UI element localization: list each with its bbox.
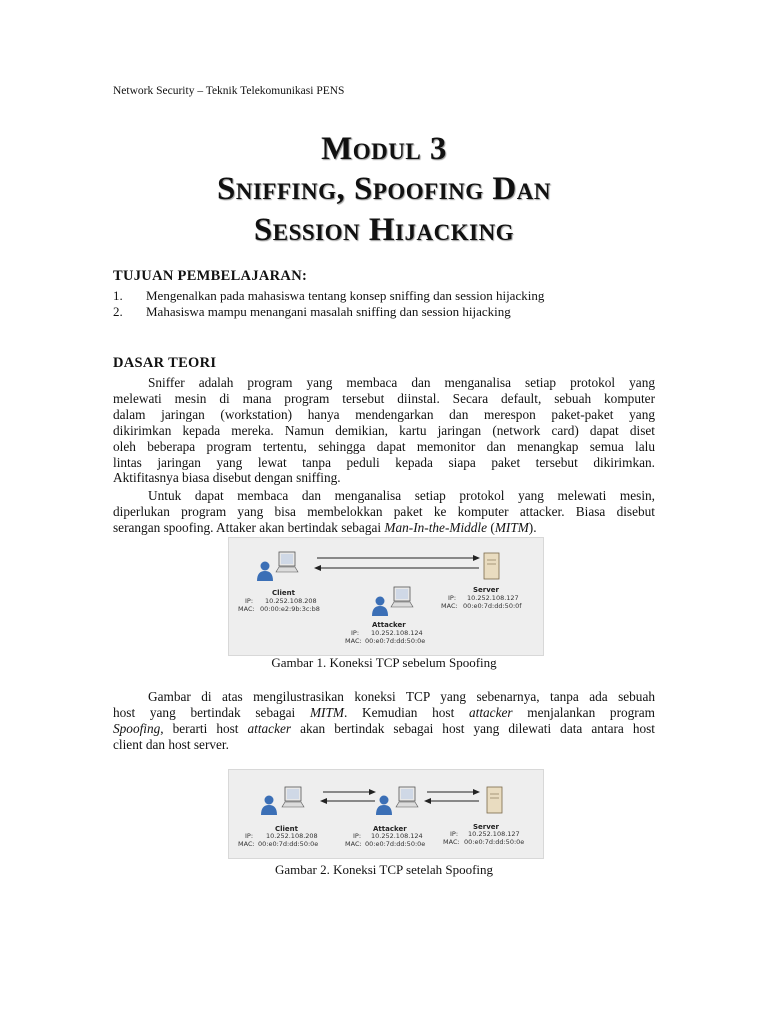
- figure2-caption: Gambar 2. Koneksi TCP setelah Spoofing: [274, 862, 494, 877]
- theory-paragraph-1: [113, 375, 655, 486]
- server-icon: [484, 553, 499, 579]
- list-number: 2.: [113, 304, 123, 319]
- server-ip: 10.252.108.127: [468, 830, 520, 838]
- user-icon: [376, 796, 392, 816]
- topic-title-line2: Session Hijacking: [253, 212, 515, 248]
- text-line: Sniffer adalah program yang membaca dan menganalisa setiap protokol yang: [148, 375, 655, 390]
- arrow-head-icon: [473, 555, 480, 561]
- text-run: (: [487, 519, 495, 535]
- theory-paragraph-2: [113, 488, 655, 536]
- text-line: melewati mesin di mana program tersebut diinstal. Secara default, sebuah komputer: [113, 390, 655, 406]
- theory-heading: DASAR TEORI: [113, 355, 217, 371]
- attacker-mac-label: MAC:: [345, 840, 362, 848]
- attacker-ip: 10.252.108.124: [371, 629, 423, 637]
- user-icon: [257, 562, 273, 582]
- computer-icon: [391, 587, 413, 607]
- server-name: Server: [473, 823, 500, 831]
- client-ip: 10.252.108.208: [265, 597, 317, 605]
- client-name: Client: [275, 825, 299, 833]
- topic-title-line1: Sniffing, Spoofing Dan: [217, 171, 551, 207]
- client-mac: 00:e0:7d:dd:50:0e: [258, 840, 319, 848]
- server-ip-label: IP:: [450, 830, 459, 838]
- text-line: Aktifitasnya biasa disebut dengan sniffing.: [113, 470, 341, 486]
- computer-icon: [276, 552, 298, 572]
- text-run: , berarti host: [160, 720, 248, 736]
- attacker-ip-label: IP:: [351, 629, 360, 637]
- attacker-mac: 00:e0:7d:dd:50:0e: [365, 840, 426, 848]
- computer-icon: [282, 787, 304, 807]
- client-name: Client: [272, 589, 296, 597]
- client-mac-label: MAC:: [238, 605, 255, 613]
- arrow-head-icon: [369, 789, 376, 795]
- text-line: [113, 520, 655, 536]
- objectives-list: [113, 288, 673, 320]
- arrow-head-icon: [314, 565, 321, 571]
- attacker-mac-label: MAC:: [345, 637, 362, 645]
- text-run: akan bertindak sebagai host yang dilewati data antara host: [291, 720, 655, 736]
- client-mac-label: MAC:: [238, 840, 255, 848]
- list-item: [113, 288, 673, 304]
- attacker-ip: 10.252.108.124: [371, 832, 423, 840]
- attacker-ip-label: IP:: [353, 832, 362, 840]
- text-run-italic: attacker: [247, 720, 292, 736]
- list-number: 1.: [113, 288, 123, 303]
- server-name: Server: [473, 586, 500, 594]
- text-line: Untuk dapat membaca dan menganalisa setiap protokol yang melewati mesin,: [148, 488, 655, 503]
- client-ip-label: IP:: [245, 597, 254, 605]
- figure-tcp-before-spoofing: [228, 537, 544, 656]
- text-run: ).: [528, 519, 537, 535]
- client-ip: 10.252.108.208: [266, 832, 318, 840]
- arrow-head-icon: [424, 798, 431, 804]
- text-run-italic: Man-In-the-Middle: [384, 519, 488, 535]
- server-ip: 10.252.108.127: [467, 594, 519, 602]
- text-line: lintas jaringan yang lewat tanpa peduli kepada siapa paket tersebut dikirimkan.: [113, 454, 655, 470]
- text-line: Gambar di atas mengilustrasikan koneksi TCP yang sebenarnya, tanpa ada sebuah: [148, 689, 655, 704]
- list-item: [113, 304, 673, 320]
- computer-icon: [396, 787, 418, 807]
- server-mac-label: MAC:: [441, 602, 458, 610]
- list-text: Mahasiswa mampu menangani masalah sniffing dan session hijacking: [146, 304, 511, 319]
- figure1-caption: Gambar 1. Koneksi TCP sebelum Spoofing: [271, 655, 497, 670]
- arrow-head-icon: [473, 789, 480, 795]
- text-line: oleh beberapa program tertentu, sehingga dapat memonitor dan menangkap semua lalu: [113, 438, 655, 454]
- text-line: dikirimkan kepada mereka. Namun demikian, kartu jaringan (network card) dapat diset: [113, 422, 655, 438]
- text-line: [113, 721, 655, 737]
- server-ip-label: IP:: [448, 594, 457, 602]
- text-run-italic: attacker: [468, 704, 513, 720]
- list-text: Mengenalkan pada mahasiswa tentang konsep sniffing dan session hijacking: [146, 288, 545, 303]
- explanation-paragraph: [113, 689, 655, 753]
- arrow-head-icon: [320, 798, 327, 804]
- client-ip-label: IP:: [245, 832, 254, 840]
- user-icon: [372, 597, 388, 617]
- text-line: diperlukan program yang bisa membelokkan paket ke komputer attacker. Biasa disebut: [113, 503, 655, 519]
- user-icon: [261, 796, 277, 816]
- text-run-italic: Spoofing: [113, 720, 161, 736]
- server-mac: 00:e0:7d:dd:50:0f: [463, 602, 522, 610]
- running-header: Network Security – Teknik Telekomunikasi PENS: [113, 85, 345, 97]
- text-run: host yang bertindak sebagai: [113, 704, 310, 720]
- text-run-italic: MITM: [494, 519, 529, 535]
- text-run: . Kemudian host: [343, 704, 469, 720]
- attacker-mac: 00:e0:7d:dd:50:0e: [365, 637, 426, 645]
- server-mac: 00:e0:7d:dd:50:0e: [464, 838, 525, 846]
- network-diagram-2: [229, 770, 543, 858]
- client-mac: 00:00:e2:9b:3c:b8: [260, 605, 320, 613]
- server-mac-label: MAC:: [443, 838, 460, 846]
- text-run: serangan spoofing. Attaker akan bertindak sebagai: [113, 519, 385, 535]
- network-diagram-1: [229, 538, 543, 655]
- server-icon: [487, 787, 502, 813]
- figure-tcp-after-spoofing: [228, 769, 544, 859]
- attacker-name: Attacker: [373, 825, 407, 833]
- text-line: client dan host server.: [113, 736, 229, 752]
- text-run: menjalankan program: [512, 704, 655, 720]
- objectives-heading: TUJUAN PEMBELAJARAN:: [113, 268, 308, 284]
- text-line: dalam jaringan (workstation) hanya mendengarkan dan merespon paket-paket yang: [113, 406, 655, 422]
- module-title: Modul 3: [321, 131, 447, 167]
- text-line: [113, 705, 655, 721]
- text-run-italic: MITM: [309, 704, 344, 720]
- attacker-name: Attacker: [372, 621, 406, 629]
